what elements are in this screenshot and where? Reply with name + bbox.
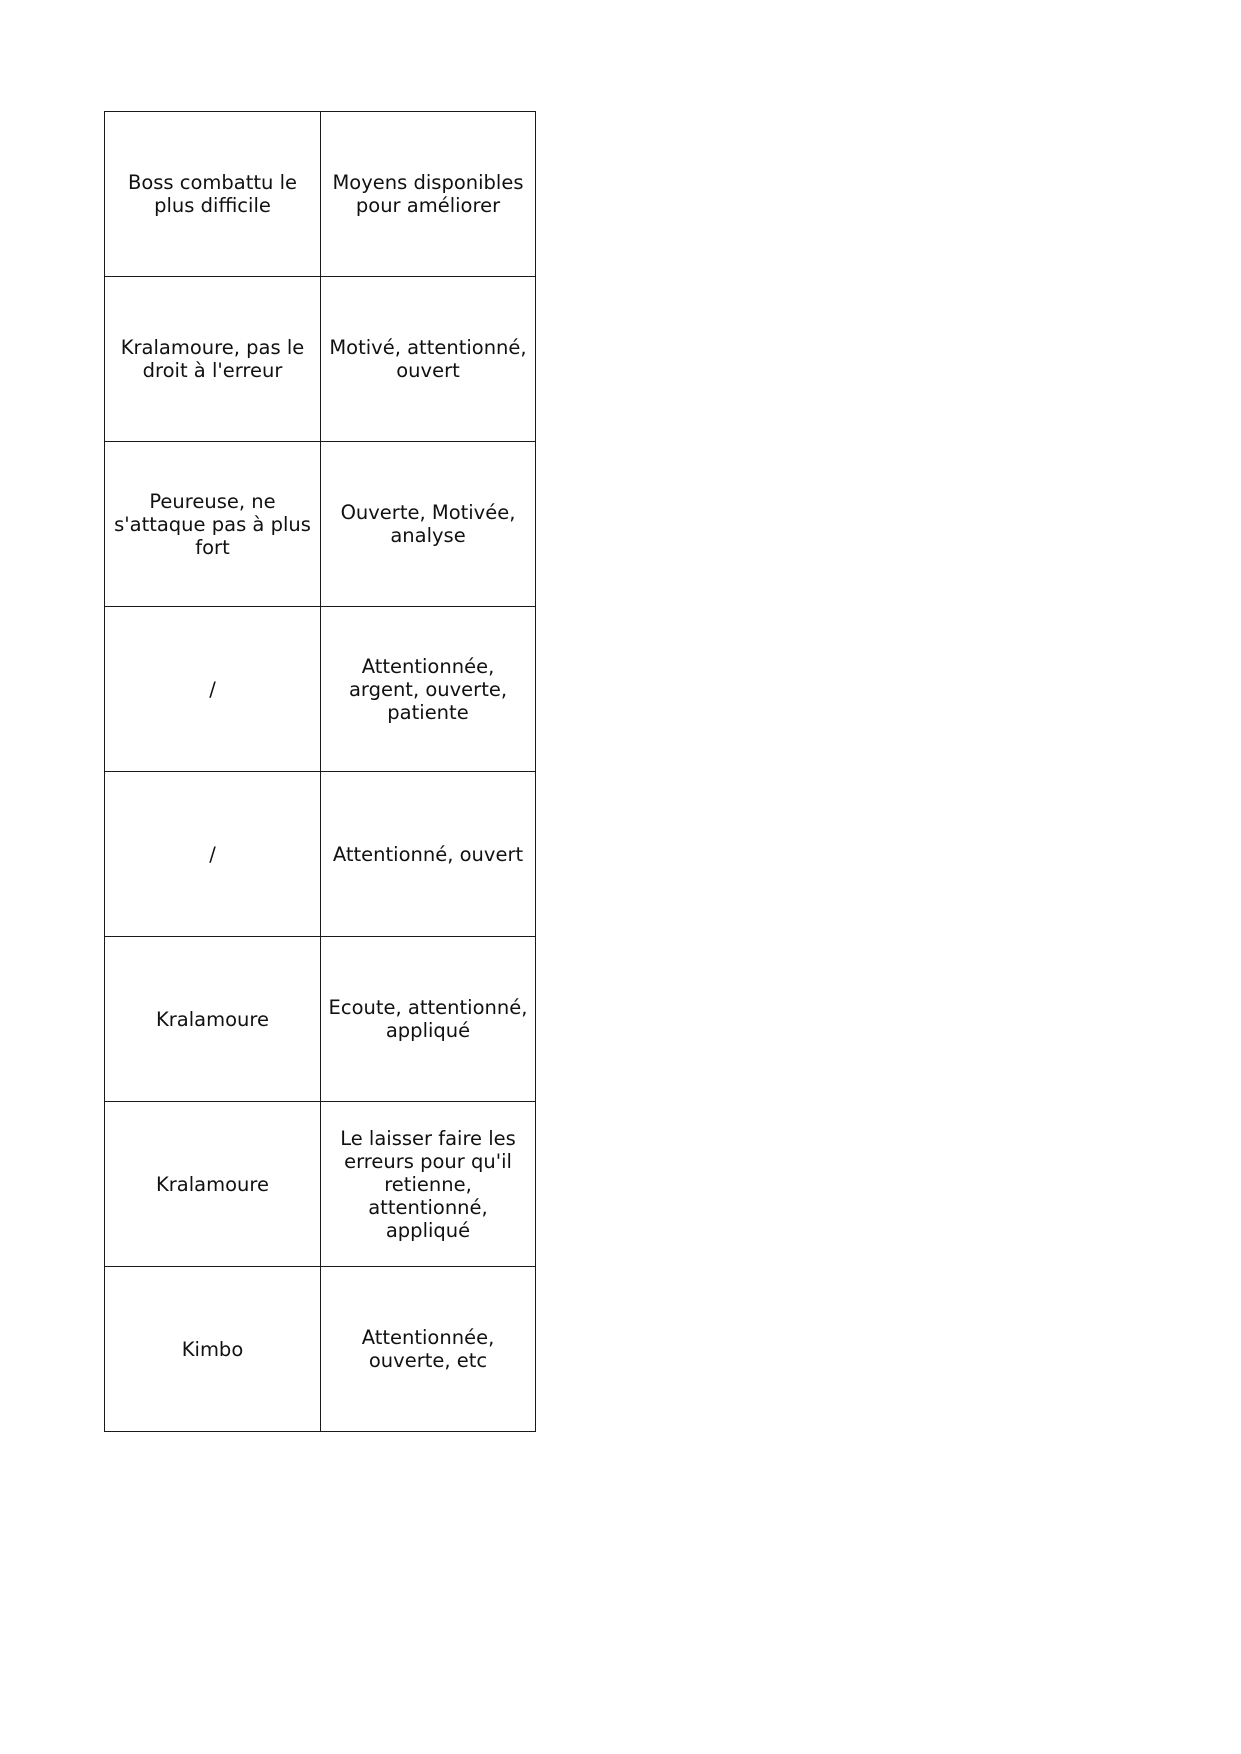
cell-moyens: Attentionnée, argent, ouverte, patiente (321, 607, 536, 772)
header-row (105, 112, 536, 277)
cell-boss: Kimbo (105, 1267, 321, 1432)
cell-boss: Kralamoure (105, 1102, 321, 1267)
cell-boss: Kralamoure, pas le droit à l'erreur (105, 277, 321, 442)
cell-moyens: Le laisser faire les erreurs pour qu'il retienne, attentionné, appliqué (321, 1102, 536, 1267)
cell-moyens: Motivé, attentionné, ouvert (321, 277, 536, 442)
data-table (104, 111, 536, 1432)
cell-moyens: Attentionné, ouvert (321, 772, 536, 937)
cell-moyens: Attentionnée, ouverte, etc (321, 1267, 536, 1432)
header-cell-boss: Boss combattu le plus difficile (105, 112, 321, 277)
table-row (105, 277, 536, 442)
cell-moyens: Ecoute, attentionné, appliqué (321, 937, 536, 1102)
table-row (105, 772, 536, 937)
table-row (105, 1102, 536, 1267)
header-cell-moyens: Moyens disponibles pour améliorer (321, 112, 536, 277)
cell-boss: / (105, 772, 321, 937)
cell-moyens: Ouverte, Motivée, analyse (321, 442, 536, 607)
table-row (105, 937, 536, 1102)
table-row (105, 1267, 536, 1432)
table-row (105, 607, 536, 772)
table-row (105, 442, 536, 607)
cell-boss: Peureuse, ne s'attaque pas à plus fort (105, 442, 321, 607)
cell-boss: Kralamoure (105, 937, 321, 1102)
cell-boss: / (105, 607, 321, 772)
